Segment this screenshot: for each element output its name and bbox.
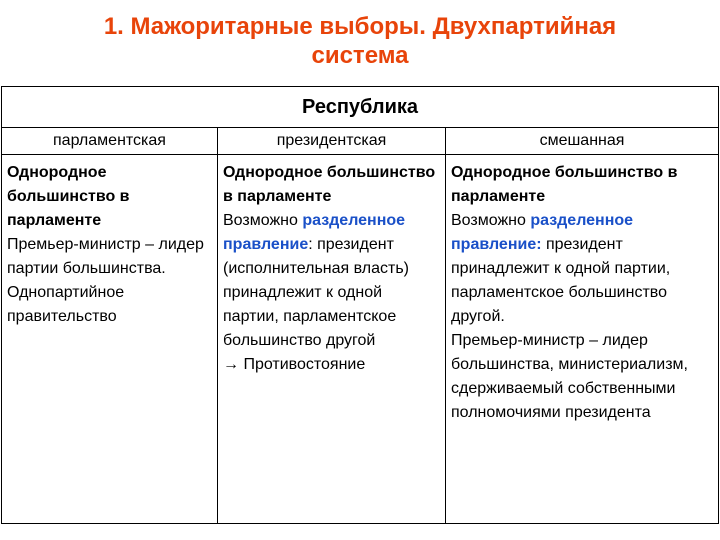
presidential-highlight-1: разделенное	[302, 212, 406, 229]
title-line-2: система	[311, 42, 409, 69]
mixed-majority: Однородное большинство в парламенте	[451, 164, 678, 205]
column-header-mixed: смешанная	[446, 128, 719, 155]
presidential-majority: Однородное большинство в парламенте	[223, 164, 436, 205]
parliamentary-pm: Премьер-министр – лидер партии большинства.	[7, 236, 204, 277]
presidential-highlight-2: правление	[223, 236, 309, 253]
column-header-parliamentary: парламентская	[2, 128, 218, 155]
presidential-text-2: : президент (исполнительная власть) принадлежит к одной партии, парламентское большинство другой	[223, 236, 409, 349]
title-line-1: 1. Мажоритарные выборы. Двухпартийная	[103, 13, 617, 40]
mixed-highlight-2: правление:	[451, 236, 542, 253]
cell-mixed	[446, 155, 719, 524]
mixed-highlight-1: разделенное	[530, 212, 634, 229]
column-header-presidential: президентская	[218, 128, 446, 155]
mixed-text-2: президент принадлежит к одной партии, парламентское большинство другой.	[451, 236, 671, 325]
slide-title	[0, 12, 720, 70]
parliamentary-government: Однопартийное правительство	[7, 284, 125, 325]
presidential-divided	[223, 209, 441, 353]
cell-presidential	[218, 155, 446, 524]
mixed-text-1: Возможно	[451, 212, 531, 229]
mixed-pm: Премьер-министр – лидер большинства, министериализм, сдерживаемый собственными полномочиями президента	[451, 332, 688, 421]
presidential-confrontation: → Противостояние	[223, 356, 366, 373]
mixed-divided	[451, 209, 714, 329]
republic-comparison-table	[1, 86, 719, 524]
table-header-republic: Республика	[2, 87, 719, 128]
cell-parliamentary	[2, 155, 218, 524]
parliamentary-majority: Однородное большинство в парламенте	[7, 164, 130, 229]
presidential-text-1: Возможно	[223, 212, 303, 229]
